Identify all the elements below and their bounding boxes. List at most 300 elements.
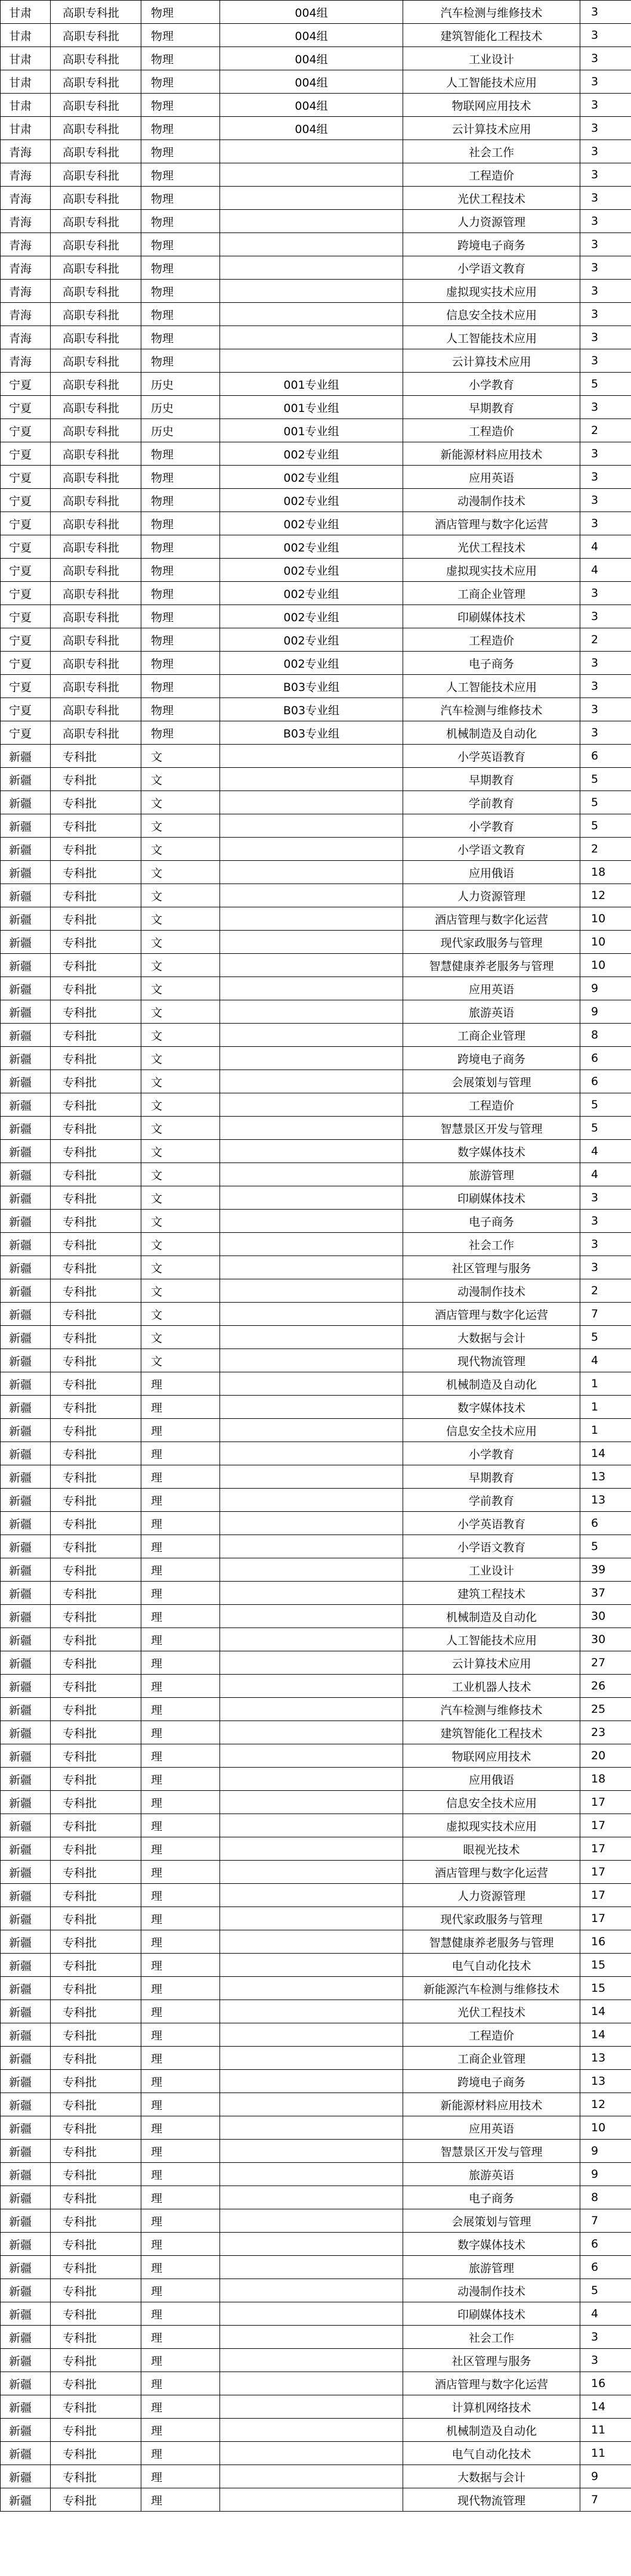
subject-cell: 理 bbox=[141, 1442, 220, 1465]
batch-cell: 高职专科批 bbox=[51, 210, 141, 233]
batch-cell: 高职专科批 bbox=[51, 1, 141, 24]
count-cell: 3 bbox=[580, 117, 631, 140]
subject-cell: 文 bbox=[141, 791, 220, 814]
group-cell bbox=[220, 1093, 403, 1117]
group-cell bbox=[220, 2186, 403, 2209]
count-cell: 14 bbox=[580, 2023, 631, 2047]
table-row bbox=[1, 187, 631, 210]
province-cell: 甘肃 bbox=[1, 1, 51, 24]
province-cell: 新疆 bbox=[1, 907, 51, 931]
group-cell bbox=[220, 1651, 403, 1675]
province-cell: 新疆 bbox=[1, 1907, 51, 1930]
count-cell: 3 bbox=[580, 721, 631, 745]
subject-cell: 物理 bbox=[141, 652, 220, 675]
group-cell: 001专业组 bbox=[220, 419, 403, 442]
group-cell bbox=[220, 1744, 403, 1768]
major-cell: 会展策划与管理 bbox=[403, 1070, 580, 1093]
major-cell: 工商企业管理 bbox=[403, 582, 580, 605]
table-row bbox=[1, 1303, 631, 1326]
major-cell: 酒店管理与数字化运营 bbox=[403, 907, 580, 931]
group-cell bbox=[220, 1233, 403, 1256]
group-cell bbox=[220, 1372, 403, 1396]
batch-cell: 专科批 bbox=[51, 1628, 141, 1651]
major-cell: 工商企业管理 bbox=[403, 2047, 580, 2070]
major-cell: 现代家政服务与管理 bbox=[403, 931, 580, 954]
province-cell: 新疆 bbox=[1, 2209, 51, 2233]
batch-cell: 专科批 bbox=[51, 1698, 141, 1721]
count-cell: 3 bbox=[580, 94, 631, 117]
major-cell: 智慧健康养老服务与管理 bbox=[403, 954, 580, 977]
major-cell: 智慧景区开发与管理 bbox=[403, 2140, 580, 2163]
group-cell bbox=[220, 1465, 403, 1489]
count-cell: 2 bbox=[580, 838, 631, 861]
batch-cell: 高职专科批 bbox=[51, 396, 141, 419]
batch-cell: 高职专科批 bbox=[51, 582, 141, 605]
batch-cell: 高职专科批 bbox=[51, 652, 141, 675]
major-cell: 信息安全技术应用 bbox=[403, 1419, 580, 1442]
batch-cell: 高职专科批 bbox=[51, 256, 141, 280]
group-cell bbox=[220, 745, 403, 768]
major-cell: 新能源汽车检测与维修技术 bbox=[403, 1977, 580, 2000]
table-row bbox=[1, 2279, 631, 2302]
batch-cell: 专科批 bbox=[51, 1768, 141, 1791]
subject-cell: 文 bbox=[141, 1093, 220, 1117]
group-cell bbox=[220, 1954, 403, 1977]
subject-cell: 理 bbox=[141, 1930, 220, 1954]
province-cell: 宁夏 bbox=[1, 419, 51, 442]
major-cell: 人工智能技术应用 bbox=[403, 675, 580, 698]
province-cell: 新疆 bbox=[1, 1721, 51, 1744]
batch-cell: 专科批 bbox=[51, 1117, 141, 1140]
count-cell: 3 bbox=[580, 512, 631, 535]
province-cell: 新疆 bbox=[1, 1372, 51, 1396]
count-cell: 5 bbox=[580, 768, 631, 791]
group-cell bbox=[220, 2023, 403, 2047]
table-row bbox=[1, 861, 631, 884]
subject-cell: 文 bbox=[141, 1047, 220, 1070]
batch-cell: 专科批 bbox=[51, 1093, 141, 1117]
province-cell: 新疆 bbox=[1, 2047, 51, 2070]
batch-cell: 专科批 bbox=[51, 814, 141, 838]
subject-cell: 理 bbox=[141, 1582, 220, 1605]
major-cell: 电气自动化技术 bbox=[403, 1954, 580, 1977]
count-cell: 3 bbox=[580, 280, 631, 303]
count-cell: 3 bbox=[580, 1256, 631, 1279]
subject-cell: 物理 bbox=[141, 47, 220, 70]
batch-cell: 专科批 bbox=[51, 2395, 141, 2419]
count-cell: 18 bbox=[580, 1768, 631, 1791]
subject-cell: 物理 bbox=[141, 210, 220, 233]
major-cell: 计算机网络技术 bbox=[403, 2395, 580, 2419]
count-cell: 3 bbox=[580, 652, 631, 675]
province-cell: 新疆 bbox=[1, 2000, 51, 2023]
subject-cell: 文 bbox=[141, 1349, 220, 1372]
count-cell: 3 bbox=[580, 698, 631, 721]
major-cell: 社区管理与服务 bbox=[403, 1256, 580, 1279]
count-cell: 10 bbox=[580, 907, 631, 931]
count-cell: 5 bbox=[580, 1093, 631, 1117]
province-cell: 新疆 bbox=[1, 1558, 51, 1582]
subject-cell: 物理 bbox=[141, 605, 220, 628]
batch-cell: 专科批 bbox=[51, 2070, 141, 2093]
province-cell: 新疆 bbox=[1, 2372, 51, 2395]
province-cell: 新疆 bbox=[1, 1326, 51, 1349]
group-cell bbox=[220, 2256, 403, 2279]
major-cell: 人力资源管理 bbox=[403, 1884, 580, 1907]
subject-cell: 物理 bbox=[141, 535, 220, 559]
province-cell: 新疆 bbox=[1, 1396, 51, 1419]
group-cell bbox=[220, 280, 403, 303]
subject-cell: 理 bbox=[141, 2116, 220, 2140]
batch-cell: 专科批 bbox=[51, 745, 141, 768]
group-cell bbox=[220, 954, 403, 977]
batch-cell: 高职专科批 bbox=[51, 605, 141, 628]
province-cell: 青海 bbox=[1, 233, 51, 256]
table-row bbox=[1, 652, 631, 675]
group-cell bbox=[220, 1326, 403, 1349]
count-cell: 14 bbox=[580, 1442, 631, 1465]
subject-cell: 文 bbox=[141, 861, 220, 884]
province-cell: 青海 bbox=[1, 210, 51, 233]
batch-cell: 专科批 bbox=[51, 2209, 141, 2233]
table-row bbox=[1, 280, 631, 303]
major-cell: 跨境电子商务 bbox=[403, 2070, 580, 2093]
group-cell bbox=[220, 1303, 403, 1326]
batch-cell: 高职专科批 bbox=[51, 70, 141, 94]
major-cell: 人工智能技术应用 bbox=[403, 70, 580, 94]
batch-cell: 高职专科批 bbox=[51, 698, 141, 721]
count-cell: 4 bbox=[580, 2302, 631, 2326]
table-row bbox=[1, 907, 631, 931]
province-cell: 新疆 bbox=[1, 1582, 51, 1605]
group-cell bbox=[220, 2442, 403, 2465]
count-cell: 17 bbox=[580, 1837, 631, 1861]
subject-cell: 理 bbox=[141, 2442, 220, 2465]
province-cell: 新疆 bbox=[1, 1279, 51, 1303]
subject-cell: 文 bbox=[141, 838, 220, 861]
major-cell: 应用英语 bbox=[403, 466, 580, 489]
table-row bbox=[1, 303, 631, 326]
table-row bbox=[1, 1861, 631, 1884]
subject-cell: 物理 bbox=[141, 466, 220, 489]
table-row bbox=[1, 1, 631, 24]
province-cell: 新疆 bbox=[1, 1233, 51, 1256]
major-cell: 智慧景区开发与管理 bbox=[403, 1117, 580, 1140]
group-cell: 002专业组 bbox=[220, 582, 403, 605]
province-cell: 新疆 bbox=[1, 1535, 51, 1558]
batch-cell: 专科批 bbox=[51, 1791, 141, 1814]
batch-cell: 专科批 bbox=[51, 861, 141, 884]
group-cell: 002专业组 bbox=[220, 489, 403, 512]
subject-cell: 文 bbox=[141, 1000, 220, 1024]
group-cell bbox=[220, 1442, 403, 1465]
group-cell bbox=[220, 1419, 403, 1442]
subject-cell: 文 bbox=[141, 1024, 220, 1047]
group-cell bbox=[220, 1768, 403, 1791]
major-cell: 眼视光技术 bbox=[403, 1837, 580, 1861]
major-cell: 汽车检测与维修技术 bbox=[403, 1, 580, 24]
province-cell: 新疆 bbox=[1, 1861, 51, 1884]
batch-cell: 高职专科批 bbox=[51, 535, 141, 559]
major-cell: 动漫制作技术 bbox=[403, 489, 580, 512]
table-row bbox=[1, 1093, 631, 1117]
batch-cell: 专科批 bbox=[51, 1140, 141, 1163]
major-cell: 光伏工程技术 bbox=[403, 535, 580, 559]
group-cell bbox=[220, 1279, 403, 1303]
major-cell: 现代家政服务与管理 bbox=[403, 1907, 580, 1930]
table-row bbox=[1, 2465, 631, 2488]
subject-cell: 理 bbox=[141, 1907, 220, 1930]
subject-cell: 物理 bbox=[141, 442, 220, 466]
count-cell: 14 bbox=[580, 2000, 631, 2023]
subject-cell: 物理 bbox=[141, 187, 220, 210]
province-cell: 宁夏 bbox=[1, 559, 51, 582]
subject-cell: 理 bbox=[141, 1628, 220, 1651]
batch-cell: 专科批 bbox=[51, 1489, 141, 1512]
province-cell: 新疆 bbox=[1, 2023, 51, 2047]
group-cell bbox=[220, 791, 403, 814]
subject-cell: 理 bbox=[141, 2326, 220, 2349]
major-cell: 动漫制作技术 bbox=[403, 1279, 580, 1303]
major-cell: 社会工作 bbox=[403, 2326, 580, 2349]
count-cell: 11 bbox=[580, 2442, 631, 2465]
batch-cell: 专科批 bbox=[51, 1582, 141, 1605]
group-cell bbox=[220, 349, 403, 373]
province-cell: 青海 bbox=[1, 163, 51, 187]
batch-cell: 专科批 bbox=[51, 1535, 141, 1558]
batch-cell: 专科批 bbox=[51, 2419, 141, 2442]
table-row bbox=[1, 419, 631, 442]
count-cell: 6 bbox=[580, 1512, 631, 1535]
subject-cell: 文 bbox=[141, 1256, 220, 1279]
group-cell bbox=[220, 2047, 403, 2070]
province-cell: 宁夏 bbox=[1, 582, 51, 605]
major-cell: 应用英语 bbox=[403, 2116, 580, 2140]
province-cell: 甘肃 bbox=[1, 94, 51, 117]
subject-cell: 文 bbox=[141, 745, 220, 768]
subject-cell: 物理 bbox=[141, 512, 220, 535]
table-row bbox=[1, 1907, 631, 1930]
major-cell: 电子商务 bbox=[403, 652, 580, 675]
subject-cell: 理 bbox=[141, 2279, 220, 2302]
table-row bbox=[1, 2186, 631, 2209]
subject-cell: 文 bbox=[141, 1186, 220, 1210]
group-cell bbox=[220, 1605, 403, 1628]
group-cell: 004组 bbox=[220, 117, 403, 140]
table-row bbox=[1, 512, 631, 535]
group-cell: B03专业组 bbox=[220, 675, 403, 698]
count-cell: 10 bbox=[580, 2116, 631, 2140]
batch-cell: 专科批 bbox=[51, 838, 141, 861]
group-cell bbox=[220, 2070, 403, 2093]
subject-cell: 物理 bbox=[141, 326, 220, 349]
subject-cell: 物理 bbox=[141, 24, 220, 47]
batch-cell: 专科批 bbox=[51, 2093, 141, 2116]
group-cell bbox=[220, 1163, 403, 1186]
table-row bbox=[1, 582, 631, 605]
batch-cell: 专科批 bbox=[51, 2163, 141, 2186]
batch-cell: 专科批 bbox=[51, 768, 141, 791]
table-row bbox=[1, 2047, 631, 2070]
province-cell: 新疆 bbox=[1, 1791, 51, 1814]
group-cell: 002专业组 bbox=[220, 559, 403, 582]
count-cell: 3 bbox=[580, 442, 631, 466]
subject-cell: 物理 bbox=[141, 489, 220, 512]
major-cell: 工程造价 bbox=[403, 2023, 580, 2047]
subject-cell: 理 bbox=[141, 2023, 220, 2047]
batch-cell: 专科批 bbox=[51, 1326, 141, 1349]
group-cell bbox=[220, 1977, 403, 2000]
table-row bbox=[1, 2395, 631, 2419]
major-cell: 人工智能技术应用 bbox=[403, 326, 580, 349]
major-cell: 跨境电子商务 bbox=[403, 233, 580, 256]
major-cell: 酒店管理与数字化运营 bbox=[403, 1303, 580, 1326]
count-cell: 2 bbox=[580, 419, 631, 442]
batch-cell: 专科批 bbox=[51, 2023, 141, 2047]
table-row bbox=[1, 2419, 631, 2442]
batch-cell: 高职专科批 bbox=[51, 721, 141, 745]
province-cell: 青海 bbox=[1, 140, 51, 163]
group-cell bbox=[220, 931, 403, 954]
count-cell: 13 bbox=[580, 1465, 631, 1489]
major-cell: 会展策划与管理 bbox=[403, 2209, 580, 2233]
major-cell: 应用英语 bbox=[403, 977, 580, 1000]
table-row bbox=[1, 256, 631, 280]
batch-cell: 高职专科批 bbox=[51, 675, 141, 698]
group-cell bbox=[220, 2279, 403, 2302]
major-cell: 工业设计 bbox=[403, 47, 580, 70]
subject-cell: 文 bbox=[141, 1326, 220, 1349]
subject-cell: 文 bbox=[141, 1140, 220, 1163]
table-row bbox=[1, 442, 631, 466]
table-row bbox=[1, 745, 631, 768]
province-cell: 新疆 bbox=[1, 1605, 51, 1628]
subject-cell: 文 bbox=[141, 1117, 220, 1140]
batch-cell: 专科批 bbox=[51, 907, 141, 931]
count-cell: 27 bbox=[580, 1651, 631, 1675]
group-cell bbox=[220, 1535, 403, 1558]
count-cell: 4 bbox=[580, 1349, 631, 1372]
subject-cell: 理 bbox=[141, 1861, 220, 1884]
group-cell bbox=[220, 1837, 403, 1861]
count-cell: 17 bbox=[580, 1791, 631, 1814]
group-cell bbox=[220, 303, 403, 326]
count-cell: 1 bbox=[580, 1372, 631, 1396]
subject-cell: 理 bbox=[141, 1651, 220, 1675]
province-cell: 新疆 bbox=[1, 1675, 51, 1698]
batch-cell: 专科批 bbox=[51, 1512, 141, 1535]
province-cell: 新疆 bbox=[1, 1093, 51, 1117]
batch-cell: 专科批 bbox=[51, 954, 141, 977]
batch-cell: 专科批 bbox=[51, 1930, 141, 1954]
group-cell bbox=[220, 210, 403, 233]
province-cell: 新疆 bbox=[1, 1303, 51, 1326]
major-cell: 应用俄语 bbox=[403, 1768, 580, 1791]
table-row bbox=[1, 2093, 631, 2116]
major-cell: 旅游英语 bbox=[403, 1000, 580, 1024]
batch-cell: 专科批 bbox=[51, 1814, 141, 1837]
province-cell: 新疆 bbox=[1, 2442, 51, 2465]
group-cell bbox=[220, 2419, 403, 2442]
province-cell: 新疆 bbox=[1, 1186, 51, 1210]
count-cell: 2 bbox=[580, 628, 631, 652]
subject-cell: 文 bbox=[141, 1303, 220, 1326]
subject-cell: 理 bbox=[141, 1558, 220, 1582]
count-cell: 12 bbox=[580, 2093, 631, 2116]
group-cell bbox=[220, 1024, 403, 1047]
province-cell: 新疆 bbox=[1, 884, 51, 907]
subject-cell: 理 bbox=[141, 2186, 220, 2209]
province-cell: 宁夏 bbox=[1, 466, 51, 489]
count-cell: 2 bbox=[580, 1279, 631, 1303]
count-cell: 7 bbox=[580, 2209, 631, 2233]
count-cell: 6 bbox=[580, 2233, 631, 2256]
major-cell: 建筑工程技术 bbox=[403, 1582, 580, 1605]
batch-cell: 高职专科批 bbox=[51, 233, 141, 256]
province-cell: 新疆 bbox=[1, 977, 51, 1000]
table-row bbox=[1, 814, 631, 838]
group-cell: 002专业组 bbox=[220, 652, 403, 675]
count-cell: 3 bbox=[580, 210, 631, 233]
province-cell: 甘肃 bbox=[1, 24, 51, 47]
table-row bbox=[1, 1326, 631, 1349]
major-cell: 数字媒体技术 bbox=[403, 1396, 580, 1419]
table-row bbox=[1, 2233, 631, 2256]
province-cell: 新疆 bbox=[1, 2186, 51, 2209]
group-cell bbox=[220, 2116, 403, 2140]
group-cell: B03专业组 bbox=[220, 721, 403, 745]
batch-cell: 专科批 bbox=[51, 2116, 141, 2140]
count-cell: 4 bbox=[580, 1163, 631, 1186]
table-row bbox=[1, 1884, 631, 1907]
batch-cell: 高职专科批 bbox=[51, 140, 141, 163]
table-row bbox=[1, 70, 631, 94]
group-cell bbox=[220, 1628, 403, 1651]
table-row bbox=[1, 1814, 631, 1837]
province-cell: 新疆 bbox=[1, 2419, 51, 2442]
count-cell: 3 bbox=[580, 396, 631, 419]
count-cell: 3 bbox=[580, 466, 631, 489]
subject-cell: 文 bbox=[141, 907, 220, 931]
group-cell bbox=[220, 1117, 403, 1140]
major-cell: 云计算技术应用 bbox=[403, 349, 580, 373]
batch-cell: 专科批 bbox=[51, 1210, 141, 1233]
count-cell: 26 bbox=[580, 1675, 631, 1698]
group-cell bbox=[220, 1000, 403, 1024]
subject-cell: 物理 bbox=[141, 628, 220, 652]
major-cell: 工业机器人技术 bbox=[403, 1675, 580, 1698]
subject-cell: 理 bbox=[141, 2163, 220, 2186]
table-row bbox=[1, 1698, 631, 1721]
subject-cell: 文 bbox=[141, 1070, 220, 1093]
count-cell: 6 bbox=[580, 1070, 631, 1093]
group-cell bbox=[220, 1861, 403, 1884]
batch-cell: 专科批 bbox=[51, 1884, 141, 1907]
batch-cell: 专科批 bbox=[51, 1837, 141, 1861]
province-cell: 新疆 bbox=[1, 838, 51, 861]
table-row bbox=[1, 1396, 631, 1419]
province-cell: 新疆 bbox=[1, 2116, 51, 2140]
table-row bbox=[1, 2163, 631, 2186]
province-cell: 宁夏 bbox=[1, 442, 51, 466]
major-cell: 小学教育 bbox=[403, 814, 580, 838]
group-cell bbox=[220, 1558, 403, 1582]
count-cell: 30 bbox=[580, 1628, 631, 1651]
count-cell: 9 bbox=[580, 977, 631, 1000]
group-cell bbox=[220, 1814, 403, 1837]
subject-cell: 理 bbox=[141, 2349, 220, 2372]
major-cell: 工程造价 bbox=[403, 628, 580, 652]
